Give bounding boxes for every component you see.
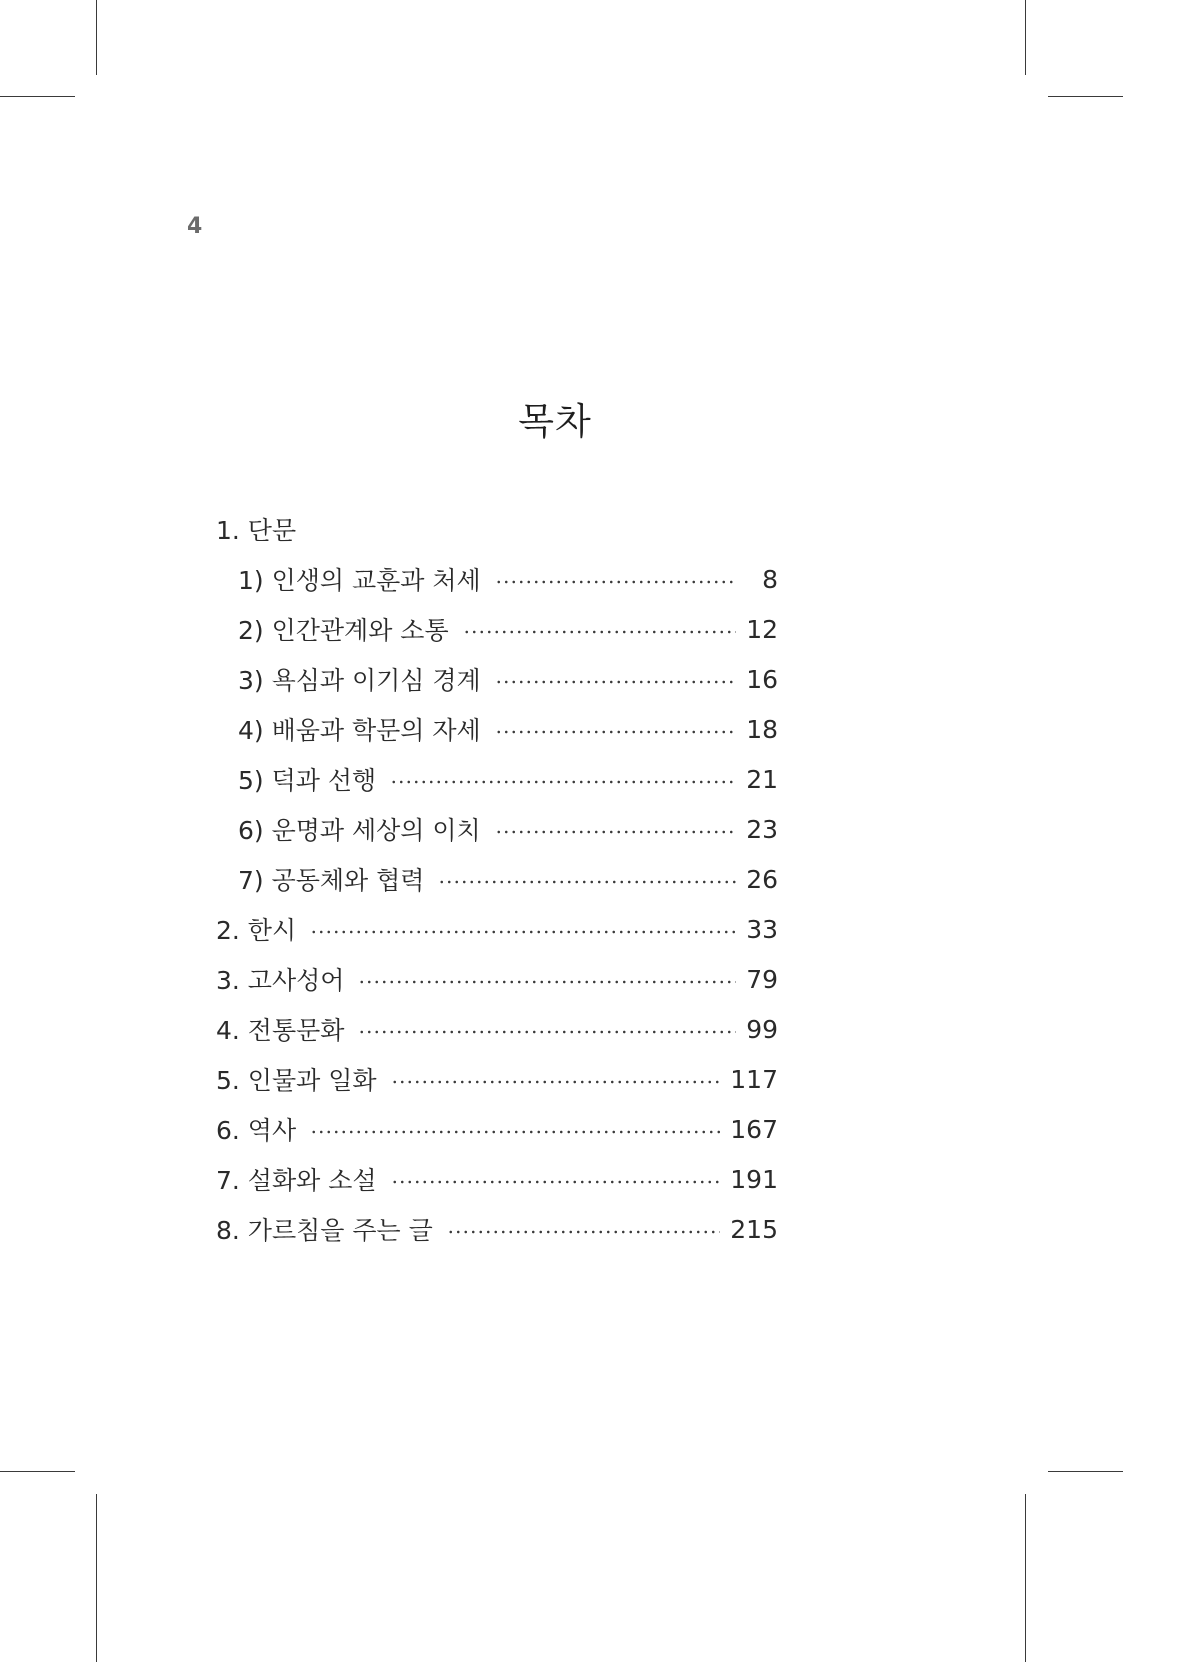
toc-entry-label: 2. 한시 [216, 916, 297, 945]
toc-entry-label: 7. 설화와 소설 [216, 1166, 377, 1195]
dot-leader [495, 680, 736, 684]
toc-entry-label: 3. 고사성어 [216, 966, 345, 995]
toc-entry [238, 812, 778, 846]
toc-entry-page: 23 [746, 814, 778, 844]
toc-entry [238, 762, 778, 796]
crop-mark-top-left-horizontal [0, 96, 75, 97]
dot-leader [310, 1130, 720, 1134]
dot-leader [463, 630, 736, 634]
toc-entry [216, 1162, 778, 1196]
toc-entry-label: 6) 운명과 세상의 이치 [238, 816, 481, 845]
dot-leader [438, 880, 736, 884]
dot-leader [358, 980, 736, 984]
dot-leader [447, 1230, 721, 1234]
toc-entry-page: 79 [746, 964, 778, 994]
dot-leader [495, 730, 736, 734]
toc-entry [238, 662, 778, 696]
toc-entry [238, 562, 778, 596]
crop-mark-bottom-right-vertical [1025, 1494, 1026, 1662]
toc-entry-label: 6. 역사 [216, 1116, 297, 1145]
crop-mark-bottom-left-horizontal [0, 1471, 75, 1472]
toc-entry-page: 117 [730, 1064, 778, 1094]
toc-entry-page: 21 [746, 764, 778, 794]
toc-entry-label: 8. 가르침을 주는 글 [216, 1216, 433, 1245]
dot-leader [358, 1030, 736, 1034]
crop-mark-top-right-vertical [1025, 0, 1026, 75]
toc-entry-page: 26 [746, 864, 778, 894]
dot-leader [391, 1080, 721, 1084]
toc-section-heading [216, 512, 296, 546]
toc-entry [216, 1012, 778, 1046]
toc-entry-label: 2) 인간관계와 소통 [238, 616, 449, 645]
toc-entry [238, 712, 778, 746]
toc-entry-label: 5) 덕과 선행 [238, 766, 377, 795]
toc-entry-label: 3) 욕심과 이기심 경계 [238, 666, 481, 695]
toc-entry [216, 1112, 778, 1146]
toc-entry-label: 1) 인생의 교훈과 처세 [238, 566, 481, 595]
toc-entry [216, 912, 778, 946]
toc-entry [216, 1062, 778, 1096]
dot-leader [310, 930, 736, 934]
crop-mark-top-right-horizontal [1048, 96, 1123, 97]
toc-entry-page: 8 [762, 564, 778, 594]
toc-entry-label: 7) 공동체와 협력 [238, 866, 425, 895]
dot-leader [391, 1180, 721, 1184]
toc-entry-page: 33 [746, 914, 778, 944]
toc-entry-page: 99 [746, 1014, 778, 1044]
toc-entry-label: 4) 배움과 학문의 자세 [238, 716, 481, 745]
crop-mark-bottom-left-vertical [96, 1494, 97, 1662]
toc-entry [216, 962, 778, 996]
toc-entry-page: 191 [730, 1164, 778, 1194]
toc-entry [238, 612, 778, 646]
dot-leader [390, 780, 736, 784]
toc-section-label: 1. 단문 [216, 516, 297, 545]
page-title: 목차 [518, 400, 592, 443]
dot-leader [495, 580, 736, 584]
toc-entry [238, 862, 778, 896]
crop-mark-bottom-right-horizontal [1048, 1471, 1123, 1472]
toc-entry-label: 4. 전통문화 [216, 1016, 345, 1045]
toc-entry-page: 167 [730, 1114, 778, 1144]
toc-entry-page: 16 [746, 664, 778, 694]
crop-mark-top-left-vertical [96, 0, 97, 75]
toc-entry-label: 5. 인물과 일화 [216, 1066, 377, 1095]
toc-entry-page: 12 [746, 614, 778, 644]
page-number: 4 [187, 214, 203, 239]
dot-leader [495, 830, 736, 834]
toc-entry-page: 215 [730, 1214, 778, 1244]
toc-entry-page: 18 [746, 714, 778, 744]
toc-entry [216, 1212, 778, 1246]
